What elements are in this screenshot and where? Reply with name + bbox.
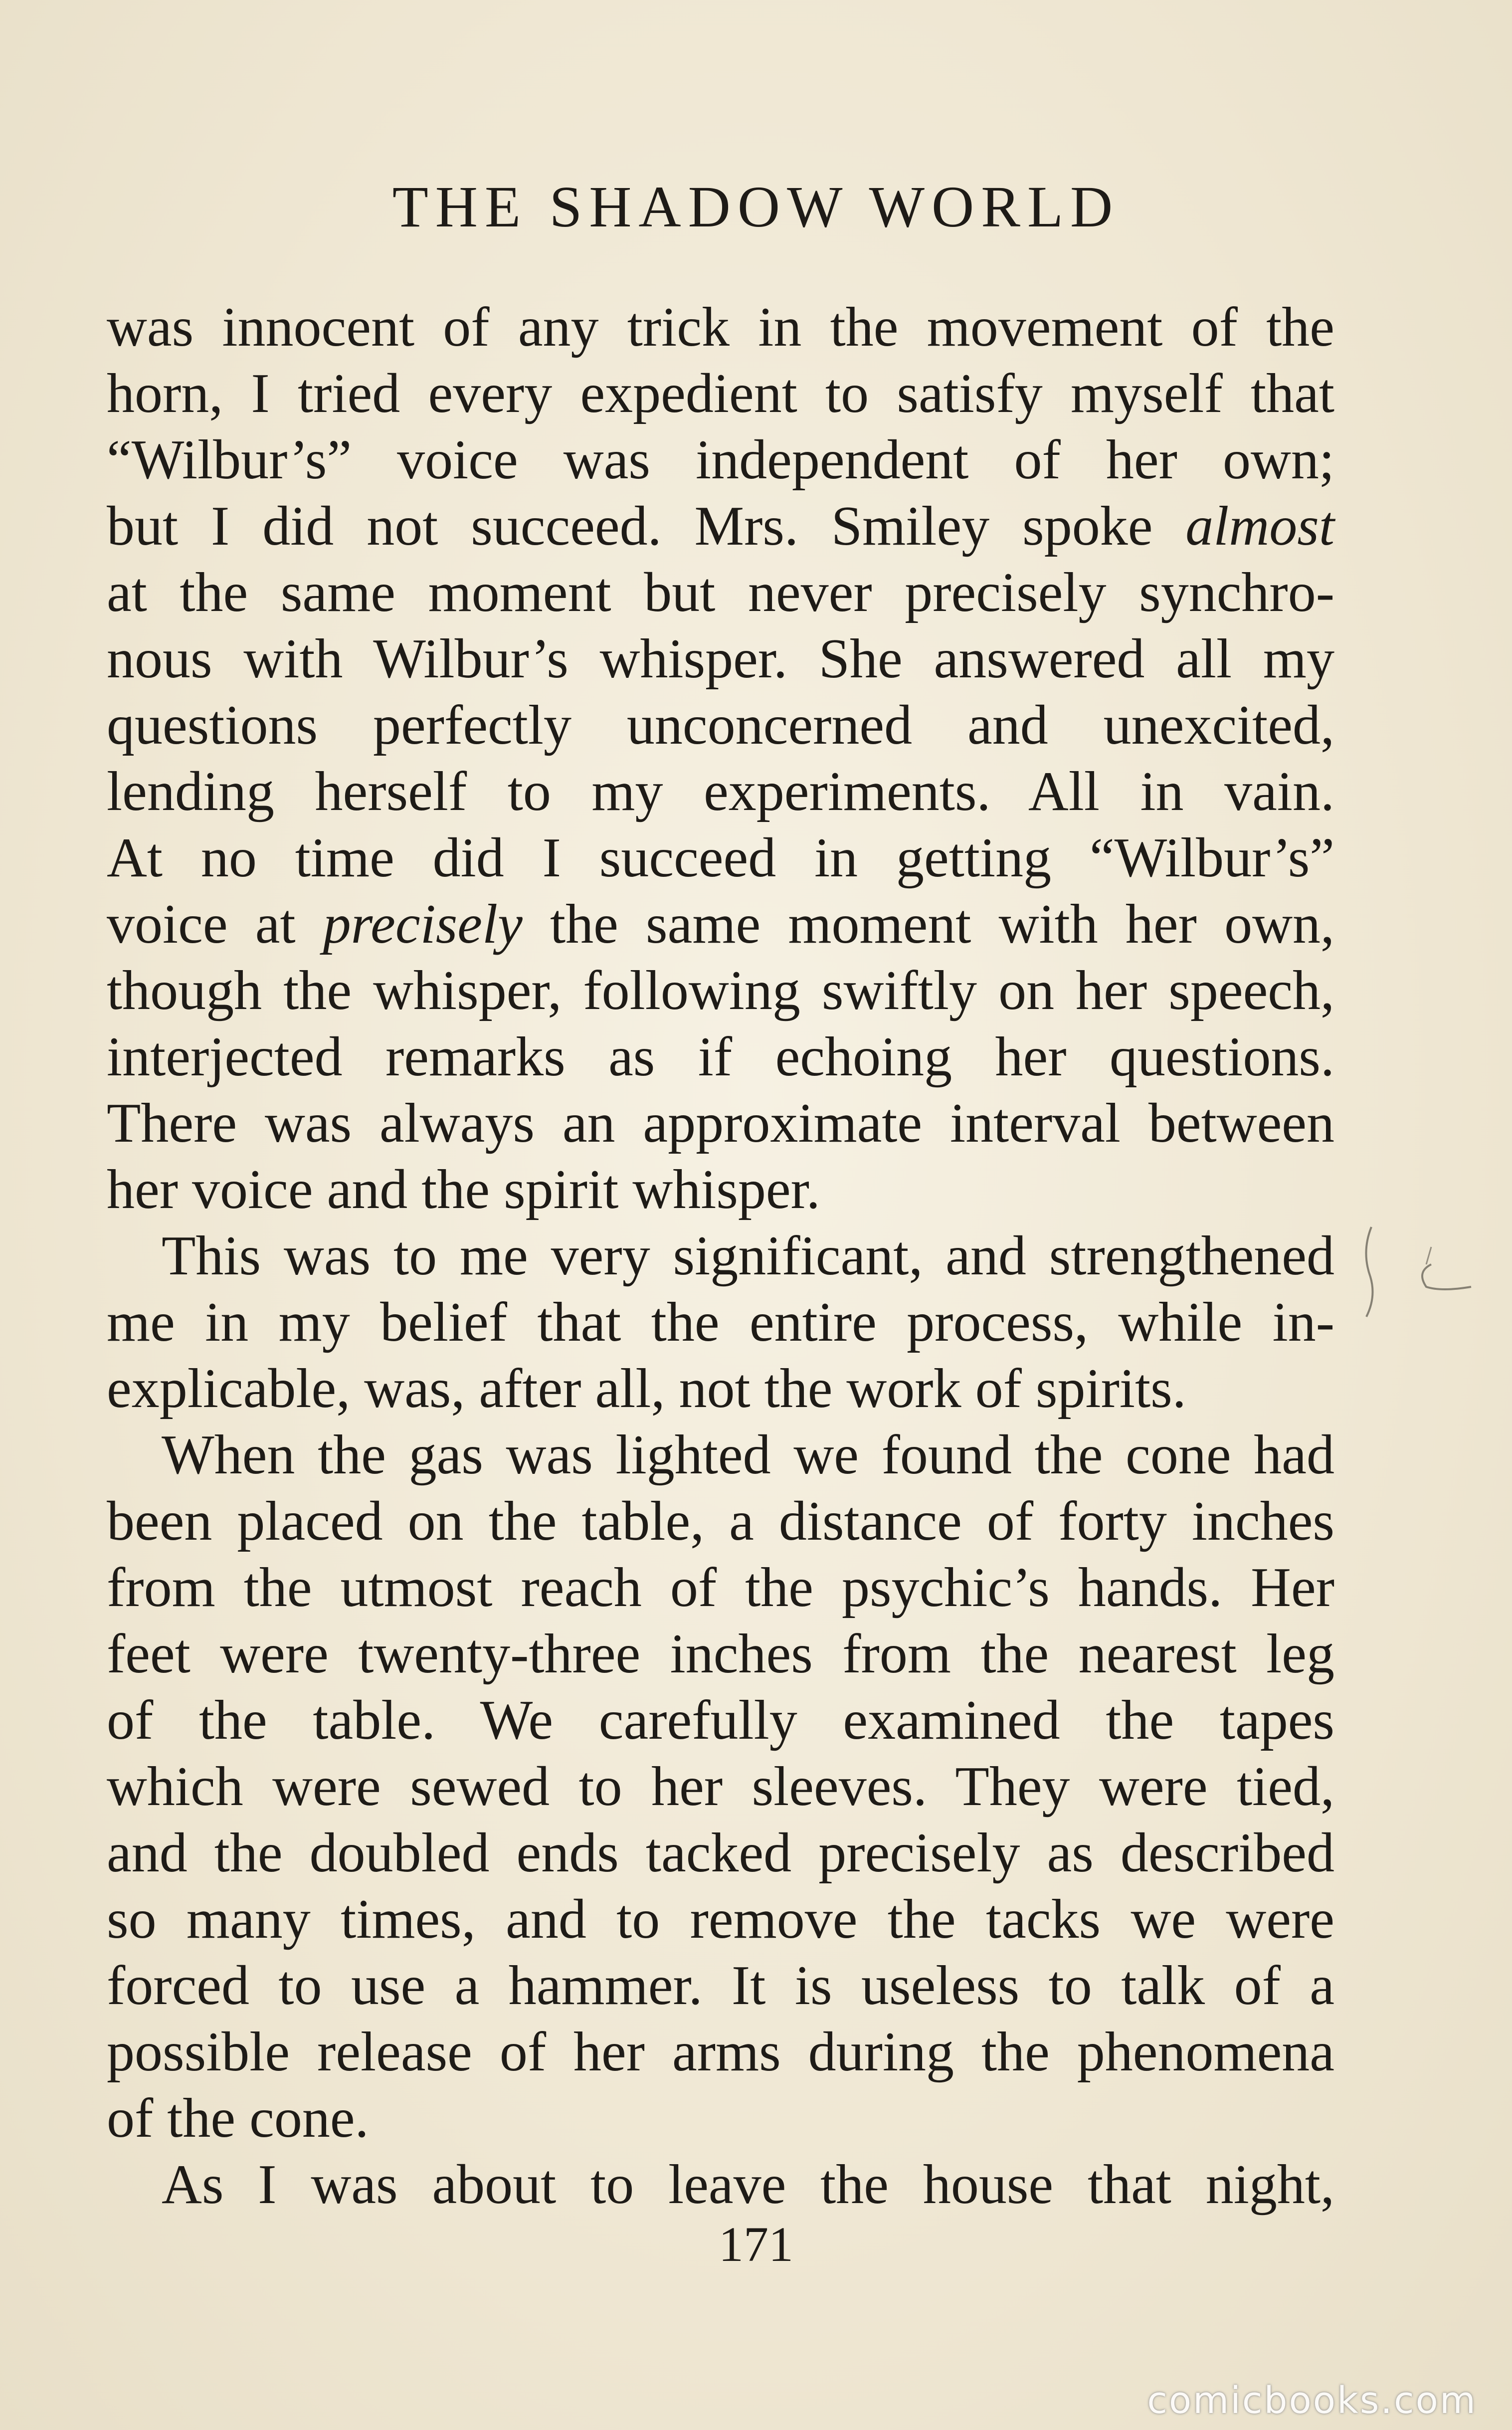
- text-line: feet were twenty-three inches from the nearest leg: [107, 1623, 1334, 1685]
- paragraph: [107, 1422, 1334, 2152]
- text-line: of the cone.: [107, 2087, 369, 2149]
- text-line: When the gas was lighted we found the cone had: [162, 1424, 1334, 1486]
- text-line: which were sewed to her sleeves. They were tied,: [107, 1756, 1334, 1818]
- page-number: 171: [719, 2217, 793, 2272]
- paragraph: [107, 1223, 1334, 1422]
- text-line: interjected remarks as if echoing her questions.: [107, 1026, 1334, 1088]
- text-line: At no time did I succeed in getting “Wilbur’s”: [107, 827, 1334, 889]
- text-line: from the utmost reach of the psychic’s hands. Her: [107, 1557, 1334, 1619]
- text-line: and the doubled ends tacked precisely as described: [107, 1822, 1334, 1884]
- text-line: her voice and the spirit whisper.: [107, 1159, 820, 1220]
- paragraph: [107, 2152, 1334, 2218]
- text-line: There was always an approximate interval between: [107, 1092, 1334, 1154]
- text-line: horn, I tried every expedient to satisfy myself that: [107, 363, 1334, 424]
- text-line: at the same moment but never precisely synchro-: [107, 562, 1334, 623]
- text-line: though the whisper, following swiftly on her speech,: [107, 960, 1334, 1021]
- text-line: As I was about to leave the house that night,: [162, 2154, 1334, 2216]
- text-line: questions perfectly unconcerned and unexcited,: [107, 694, 1334, 756]
- text-line: me in my belief that the entire process, while in-: [107, 1291, 1334, 1353]
- text-line: of the table. We carefully examined the tapes: [107, 1689, 1334, 1751]
- paragraph: [107, 294, 1334, 1223]
- text-line: lending herself to my experiments. All in vain.: [107, 761, 1334, 822]
- text-line: This was to me very significant, and strengthened: [162, 1225, 1334, 1287]
- body-text: [107, 294, 1334, 2218]
- running-head: THE SHADOW WORLD: [392, 174, 1120, 239]
- text-line: been placed on the table, a distance of forty inches: [107, 1490, 1334, 1552]
- text-line: nous with Wilbur’s whisper. She answered all my: [107, 628, 1334, 690]
- text-line: “Wilbur’s” voice was independent of her own;: [107, 429, 1334, 491]
- text-line: so many times, and to remove the tacks we were: [107, 1888, 1334, 1950]
- text-line: forced to use a hammer. It is useless to talk of a: [107, 1955, 1334, 2017]
- text-line: explicable, was, after all, not the work of spirits.: [107, 1358, 1186, 1419]
- italic-emphasis: almost: [1185, 495, 1334, 557]
- text-line: possible release of her arms during the phenomena: [107, 2021, 1334, 2083]
- pencil-annotation-mark: [1356, 1217, 1496, 1347]
- text-line: but I did not succeed. Mrs. Smiley spoke almost: [107, 495, 1334, 557]
- text-line: was innocent of any trick in the movement of the: [107, 296, 1334, 358]
- text-line: voice at precisely the same moment with her own,: [107, 893, 1334, 955]
- italic-emphasis: precisely: [323, 893, 523, 955]
- site-watermark: comicbooks.com: [1147, 2379, 1477, 2422]
